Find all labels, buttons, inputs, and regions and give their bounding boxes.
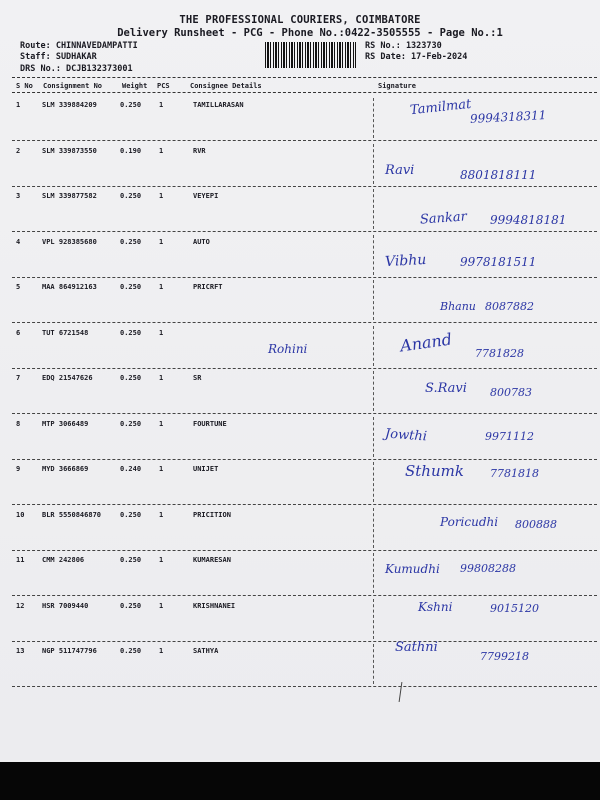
handwritten-signature: Anand [398,329,454,356]
handwritten-phone: 8801818111 [460,168,537,182]
col-consignee: Consignee Details [190,82,262,90]
runsheet-subtitle: Delivery Runsheet - PCG - Phone No.:0422-3505555 - Page No.:1 [117,27,503,39]
row-consignment-no: VPL 928385680 [42,237,97,246]
row-consignment-no: EDQ 21547626 [42,374,93,382]
handwritten-phone: 9015120 [490,602,539,615]
row-pcs: 1 [159,237,164,246]
row-sno: 3 [16,192,21,200]
row-consignee: VEYEPI [193,192,219,200]
row-sno: 2 [16,146,21,155]
row-sno: 12 [16,601,25,610]
company-title: THE PROFESSIONAL COURIERS, COIMBATORE [179,14,421,26]
drs-number: DRS No.: DCJB132373001 [20,64,133,74]
col-weight: Weight [122,82,148,90]
handwritten-signature: Poricudhi [440,515,499,529]
row-sno: 7 [16,374,21,382]
rs-number: RS No.: 1323730 [365,41,442,51]
row-consignee: SATHYA [193,647,219,655]
handwritten-phone: 7781828 [475,347,524,360]
row-weight: 0.250 [120,283,142,291]
handwritten-phone: 9971112 [485,430,534,443]
handwritten-signature: Vibhu [384,251,427,271]
row-weight: 0.240 [120,465,142,473]
col-consignment: Consignment No [43,82,103,90]
row-consignment-no: SLM 339877582 [42,192,97,200]
row-consignee: RVR [193,146,206,155]
row-divider [12,686,597,687]
row-consignment-no: MTP 3066489 [42,419,89,428]
row-consignee: PRICRFT [193,283,223,291]
col-signature: Signature [378,82,416,90]
row-weight: 0.250 [120,101,142,109]
row-sno: 4 [16,237,21,246]
row-consignment-no: NGP 511747796 [42,647,97,655]
handwritten-signature: Sankar [419,209,468,228]
row-weight: 0.190 [120,146,142,155]
row-consignee: SR [193,374,202,382]
row-sno: 13 [16,647,25,655]
row-consignment-no: SLM 339873550 [42,146,97,155]
row-pcs: 1 [159,192,164,200]
row-pcs: 1 [159,419,164,428]
row-consignee: PRICITION [193,510,231,519]
row-pcs: 1 [159,647,164,655]
row-weight: 0.250 [120,419,142,428]
row-pcs: 1 [159,101,164,109]
row-weight: 0.250 [120,510,142,519]
row-weight: 0.250 [120,328,142,337]
row-sno: 1 [16,101,21,109]
row-sno: 8 [16,419,21,428]
row-weight: 0.250 [120,647,142,655]
staff-label: Staff: SUDHAKAR [20,52,97,62]
handwritten-phone: 9978181511 [460,255,537,269]
handwritten-signature: Tamilmat [409,96,472,119]
col-sno: S No [16,82,33,90]
header-top-rule [12,77,597,78]
handwritten-phone: 7781818 [490,467,539,480]
row-sno: 10 [16,510,25,519]
row-consignment-no: MYD 3666869 [42,465,89,473]
handwritten-phone: 9994318311 [469,108,547,126]
handwritten-phone: 8087882 [485,300,534,313]
row-sno: 5 [16,283,21,291]
row-consignment-no: SLM 339884209 [42,101,97,109]
col-pcs: PCS [157,82,170,90]
handwritten-signature: Ravi [385,163,415,178]
row-pcs: 1 [159,283,164,291]
row-consignee: AUTO [193,237,210,246]
row-sno: 11 [16,556,25,564]
row-weight: 0.250 [120,556,142,564]
handwritten-phone: 800783 [490,386,532,399]
row-pcs: 1 [159,146,164,155]
handwritten-note: Rohini [268,342,308,356]
row-consignment-no: HSR 7009440 [42,601,89,610]
row-consignee: KUMARESAN [193,556,231,564]
row-consignee: KRISHNANEI [193,601,236,610]
handwritten-signature: Bhanu [440,300,476,313]
handwritten-signature: Sthumk [405,462,464,480]
handwritten-signature: S.Ravi [425,381,467,396]
handwritten-signature: Jowthi [384,426,428,445]
row-pcs: 1 [159,556,164,564]
row-consignment-no: BLR 5550846870 [42,510,102,519]
handwritten-signature: Kumudhi [385,562,440,576]
rs-date: RS Date: 17-Feb-2024 [365,52,468,62]
handwritten-signature: Kshni [418,600,453,614]
handwritten-phone: 99808288 [460,562,516,575]
row-pcs: 1 [159,328,164,337]
row-pcs: 1 [159,510,164,519]
row-weight: 0.250 [120,192,142,200]
row-sno: 9 [16,465,21,473]
row-weight: 0.250 [120,237,142,246]
row-consignee: TAMILLARASAN [193,101,244,109]
route-label: Route: CHINNAVEDAMPATTI [20,41,138,51]
row-consignee: UNIJET [193,465,219,473]
handwritten-phone: 7799218 [480,650,529,663]
row-pcs: 1 [159,374,164,382]
row-weight: 0.250 [120,374,142,382]
row-consignment-no: CMM 242806 [42,556,85,564]
handwritten-phone: 9994818181 [490,213,567,227]
scan-bottom-border [0,762,600,800]
row-sno: 6 [16,328,21,337]
handwritten-signature: Sathni [395,640,438,655]
row-weight: 0.250 [120,601,142,610]
row-pcs: 1 [159,601,164,610]
row-pcs: 1 [159,465,164,473]
row-consignment-no: TUT 6721548 [42,328,89,337]
row-consignee: FOURTUNE [193,419,227,428]
handwritten-phone: 800888 [515,518,557,531]
row-consignment-no: MAA 864912163 [42,283,97,291]
barcode [265,42,356,68]
